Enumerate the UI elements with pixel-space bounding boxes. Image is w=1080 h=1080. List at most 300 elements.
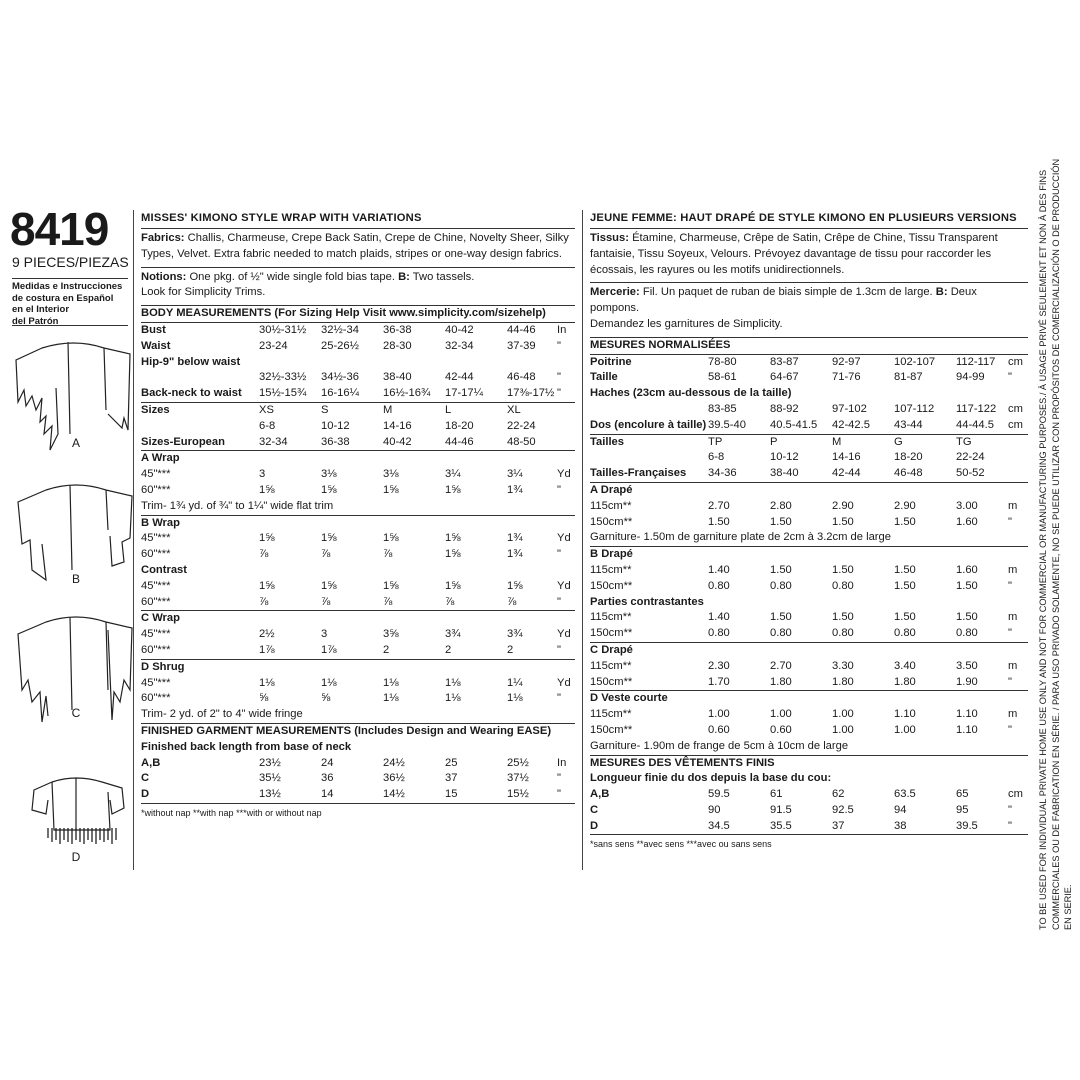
cell: 17-17¼ bbox=[445, 387, 483, 400]
cell: 2.90 bbox=[832, 499, 854, 512]
cell: 1⅛ bbox=[259, 676, 275, 689]
cell: 1.00 bbox=[708, 708, 730, 721]
cell: 42-44 bbox=[832, 467, 861, 480]
cell: 42-42.5 bbox=[832, 418, 870, 431]
table-row bbox=[590, 482, 1028, 498]
cell: 62 bbox=[832, 788, 845, 801]
row-label: Hip-9" below waist bbox=[141, 355, 241, 368]
cell: 1⅝ bbox=[445, 579, 461, 592]
cell: Yd bbox=[557, 532, 571, 545]
cell: 1.60 bbox=[956, 563, 978, 576]
cell: 37 bbox=[445, 772, 458, 785]
cell: " bbox=[1008, 723, 1012, 736]
row-label: Contrast bbox=[141, 563, 187, 576]
cell: 37-39 bbox=[507, 339, 536, 352]
row-label: A,B bbox=[590, 788, 610, 801]
cell: 2½ bbox=[259, 628, 275, 641]
table-row bbox=[141, 740, 575, 756]
cell: 1.50 bbox=[956, 579, 978, 592]
cell: 23½ bbox=[259, 756, 281, 769]
cell: 50-52 bbox=[956, 467, 985, 480]
cell: 1⅝ bbox=[445, 483, 461, 496]
cell: 3⅛ bbox=[383, 468, 399, 481]
spanish-note-line: en el Interior bbox=[12, 304, 70, 315]
row-label: Taille bbox=[590, 371, 618, 384]
table-row bbox=[141, 547, 575, 563]
row-label: Parties contrastantes bbox=[590, 595, 704, 608]
table-row bbox=[590, 642, 1028, 658]
cell: 95 bbox=[956, 803, 969, 816]
row-label: 45"*** bbox=[141, 676, 171, 689]
cell: 40-42 bbox=[445, 322, 507, 338]
row-label: D Veste courte bbox=[590, 691, 1028, 707]
cell: 65 bbox=[956, 788, 969, 801]
cell: 3 bbox=[259, 468, 266, 481]
cell: ⅞ bbox=[445, 595, 455, 608]
cell: 94 bbox=[894, 803, 907, 816]
table-row bbox=[141, 483, 575, 499]
cell: 1.10 bbox=[956, 708, 978, 721]
cell: 1⅝ bbox=[321, 579, 337, 592]
row-label: 115cm** bbox=[590, 563, 632, 576]
cell: 1.10 bbox=[894, 708, 916, 721]
cell: " bbox=[557, 483, 561, 496]
row-label: Sizes bbox=[141, 402, 259, 418]
cell: 1⅛ bbox=[507, 692, 523, 705]
table-row bbox=[141, 386, 575, 402]
cell: " bbox=[1008, 819, 1012, 832]
row-label: 45"*** bbox=[141, 532, 171, 545]
view-label-a: A bbox=[71, 436, 80, 450]
cell: 0.80 bbox=[832, 627, 854, 640]
row-label: 115cm** bbox=[590, 659, 632, 672]
cell: 112-117 bbox=[956, 354, 1008, 370]
row-label: 60"*** bbox=[141, 548, 171, 561]
cell: cm bbox=[1008, 788, 1023, 801]
cell: 0.80 bbox=[708, 627, 730, 640]
cell: 61 bbox=[770, 788, 783, 801]
cell: 59.5 bbox=[708, 788, 730, 801]
pieces-count: 9 PIECES/PIEZAS bbox=[12, 254, 129, 270]
table-row bbox=[141, 659, 575, 675]
table-row bbox=[141, 771, 575, 787]
cell: ⅝ bbox=[259, 692, 269, 705]
column-divider bbox=[582, 210, 583, 870]
cell: Yd bbox=[557, 628, 571, 641]
cell: 24½ bbox=[383, 756, 405, 769]
cell: 3⅛ bbox=[321, 468, 337, 481]
cell: " bbox=[557, 548, 561, 561]
cell: ⅞ bbox=[507, 595, 517, 608]
cell: 44-46 bbox=[507, 322, 557, 338]
trim-note: Garniture- 1.90m de frange de 5cm à 10cm de large bbox=[590, 739, 849, 752]
footnote: *sans sens **avec sens ***avec ou sans sens bbox=[590, 835, 1028, 853]
cell: ⅞ bbox=[321, 595, 331, 608]
notions-text: One pkg. of ½" wide single fold bias tape. bbox=[189, 270, 395, 283]
table-row bbox=[141, 723, 575, 739]
cell: 1⅛ bbox=[445, 692, 461, 705]
cell: 1.70 bbox=[708, 675, 730, 688]
cell: 35.5 bbox=[770, 819, 792, 832]
cell: 37½ bbox=[507, 772, 529, 785]
cell: 81-87 bbox=[894, 371, 923, 384]
cell: 0.80 bbox=[770, 627, 792, 640]
cell: 0.60 bbox=[708, 723, 730, 736]
cell: 58-61 bbox=[708, 371, 737, 384]
table-row bbox=[141, 756, 575, 772]
table-row bbox=[141, 515, 575, 531]
cell: m bbox=[1008, 708, 1018, 721]
cell: 34.5 bbox=[708, 819, 730, 832]
cell: S bbox=[321, 402, 383, 418]
row-label: Haches (23cm au-dessous de la taille) bbox=[590, 387, 792, 400]
finished-heading: FINISHED GARMENT MEASUREMENTS (Includes Design and Wearing EASE) bbox=[141, 723, 575, 739]
spanish-note-line: del Patrón bbox=[12, 315, 59, 327]
cell: 10-12 bbox=[321, 419, 350, 432]
row-label bbox=[141, 419, 259, 435]
cell: 3¼ bbox=[445, 468, 461, 481]
table-row bbox=[590, 819, 1028, 835]
row-label: B Drapé bbox=[590, 547, 1028, 563]
cell bbox=[557, 419, 575, 435]
view-label-d: D bbox=[71, 850, 81, 864]
footnote: *without nap **with nap ***with or without nap bbox=[141, 803, 575, 821]
cell: 13½ bbox=[259, 788, 281, 801]
cell: ⅞ bbox=[259, 548, 269, 561]
cell: 1.00 bbox=[770, 708, 792, 721]
cell: " bbox=[1008, 803, 1012, 816]
table-row bbox=[590, 515, 1028, 531]
cell: TG bbox=[956, 434, 1008, 450]
table-row bbox=[590, 579, 1028, 595]
cell: 2.30 bbox=[708, 659, 730, 672]
table-row bbox=[590, 803, 1028, 819]
table-row bbox=[141, 435, 575, 451]
section-title: JEUNE FEMME: HAUT DRAPÉ DE STYLE KIMONO EN PLUSIEURS VERSIONS bbox=[590, 211, 1028, 229]
cell: 18-20 bbox=[445, 419, 474, 432]
cell: " bbox=[557, 339, 561, 352]
row-label bbox=[141, 370, 259, 386]
cell: 3⅝ bbox=[383, 628, 399, 641]
english-column bbox=[141, 211, 575, 822]
table-row bbox=[590, 499, 1028, 515]
table-row bbox=[590, 723, 1028, 739]
table-row bbox=[590, 386, 1028, 402]
cell: G bbox=[894, 434, 956, 450]
cell: 22-24 bbox=[956, 451, 985, 464]
cell: 90 bbox=[708, 803, 721, 816]
cell: 78-80 bbox=[708, 354, 770, 370]
table-row bbox=[141, 531, 575, 547]
fabrics-block bbox=[141, 229, 575, 268]
cell: 1⅝ bbox=[445, 532, 461, 545]
garment-sketches bbox=[12, 330, 137, 870]
cell: 42-44 bbox=[445, 371, 474, 384]
notions-b-label: B: bbox=[935, 286, 948, 299]
cell: 48-50 bbox=[507, 435, 536, 448]
cell: cm bbox=[1008, 418, 1023, 431]
cell: 28-30 bbox=[383, 339, 412, 352]
cell: 117-122 bbox=[956, 402, 997, 415]
cell: 1.60 bbox=[956, 515, 978, 528]
cell: 1.80 bbox=[832, 675, 854, 688]
cell: " bbox=[1008, 579, 1012, 592]
view-a-sketch bbox=[16, 342, 130, 450]
row-label bbox=[590, 402, 708, 418]
cell: 37 bbox=[832, 819, 845, 832]
table-row bbox=[141, 787, 575, 803]
cell: P bbox=[770, 434, 832, 450]
cell: " bbox=[557, 371, 561, 384]
row-label: A Wrap bbox=[141, 451, 575, 467]
notions-label: Notions: bbox=[141, 270, 187, 283]
cell: ⅞ bbox=[383, 595, 393, 608]
table-row bbox=[590, 402, 1028, 418]
cell: " bbox=[1008, 515, 1012, 528]
cell: 2.70 bbox=[770, 659, 792, 672]
cell: XS bbox=[259, 402, 321, 418]
table-row bbox=[590, 659, 1028, 675]
row-label: 45"*** bbox=[141, 468, 171, 481]
cell: 1.50 bbox=[832, 611, 854, 624]
view-b-sketch bbox=[18, 485, 132, 580]
cell: 1.50 bbox=[770, 563, 792, 576]
cell: 1¾ bbox=[507, 483, 523, 496]
cell: " bbox=[557, 788, 561, 801]
cell: L bbox=[445, 402, 507, 418]
row-label: 150cm** bbox=[590, 627, 633, 640]
row-label: 60"*** bbox=[141, 595, 171, 608]
cell: 3.00 bbox=[956, 499, 978, 512]
cell: 6-8 bbox=[708, 451, 725, 464]
cell: 83-85 bbox=[708, 402, 737, 415]
cell: 1⅝ bbox=[259, 532, 275, 545]
row-label: 150cm** bbox=[590, 579, 633, 592]
cell: 0.60 bbox=[770, 723, 792, 736]
table-row bbox=[590, 771, 1028, 787]
cell: 1.40 bbox=[708, 611, 730, 624]
cell: " bbox=[557, 692, 561, 705]
cell: m bbox=[1008, 499, 1018, 512]
cell: 14-16 bbox=[832, 451, 861, 464]
cell: 15 bbox=[445, 788, 458, 801]
row-label: C bbox=[141, 772, 150, 785]
cell: 1.50 bbox=[894, 611, 916, 624]
cell: 1.50 bbox=[832, 515, 854, 528]
cell: m bbox=[1008, 659, 1018, 672]
fabrics-label: Fabrics: bbox=[141, 232, 185, 244]
cell: 36½ bbox=[383, 772, 405, 785]
cell: 2 bbox=[507, 643, 514, 656]
cell: 1⅝ bbox=[383, 532, 399, 545]
cell: 92.5 bbox=[832, 803, 854, 816]
cell: 92-97 bbox=[832, 354, 894, 370]
table-row bbox=[590, 370, 1028, 386]
notions-block bbox=[141, 268, 575, 307]
notions-trim: Demandez les garnitures de Simplicity. bbox=[590, 317, 783, 330]
cell: 0.80 bbox=[956, 627, 978, 640]
table-row bbox=[590, 466, 1028, 482]
cell: 18-20 bbox=[894, 451, 923, 464]
row-label: Dos (encolure à taille) bbox=[590, 418, 707, 431]
cell: 36 bbox=[321, 772, 334, 785]
table-row bbox=[590, 547, 1028, 563]
cell: m bbox=[1008, 611, 1018, 624]
cell: 91.5 bbox=[770, 803, 792, 816]
table-row bbox=[141, 803, 575, 821]
cell: " bbox=[1008, 627, 1012, 640]
row-label: D Shrug bbox=[141, 659, 575, 675]
cell: 88-92 bbox=[770, 402, 799, 415]
cell: 16½-16¾ bbox=[383, 387, 431, 400]
row-label: Tailles-Françaises bbox=[590, 467, 687, 480]
cell: 102-107 bbox=[894, 354, 956, 370]
cell: 1.00 bbox=[832, 708, 854, 721]
cell: 40.5-41.5 bbox=[770, 418, 818, 431]
cell: 32½-33½ bbox=[259, 371, 307, 384]
cell: 94-99 bbox=[956, 371, 985, 384]
table-row bbox=[141, 467, 575, 483]
cell bbox=[1008, 434, 1028, 450]
cell: Yd bbox=[557, 676, 571, 689]
cell: ⅞ bbox=[321, 548, 331, 561]
cell: 16-16¼ bbox=[321, 387, 359, 400]
cell: 1.00 bbox=[894, 723, 916, 736]
row-label: 150cm** bbox=[590, 515, 633, 528]
fabrics-text: Challis, Charmeuse, Crepe Back Satin, Crepe de Chine, Novelty Sheer, Silky Types, Velvet. Extra fabric needed to match plaids, stripes or one-way design fabrics. bbox=[141, 232, 569, 260]
table-row bbox=[590, 450, 1028, 466]
cell: ⅞ bbox=[383, 548, 393, 561]
cell: 1¼ bbox=[507, 676, 523, 689]
cell: ⅝ bbox=[321, 692, 331, 705]
measurements-table bbox=[590, 354, 1028, 854]
table-row bbox=[590, 563, 1028, 579]
fabrics-block bbox=[590, 229, 1028, 283]
table-row bbox=[590, 707, 1028, 723]
notions-label: Mercerie: bbox=[590, 286, 640, 299]
cell: " bbox=[557, 387, 561, 400]
cell: 22-24 bbox=[507, 419, 536, 432]
cell: 3.50 bbox=[956, 659, 978, 672]
fabrics-label: Tissus: bbox=[590, 232, 629, 244]
cell: 1.50 bbox=[708, 515, 730, 528]
table-row bbox=[141, 676, 575, 692]
cell: 0.80 bbox=[832, 579, 854, 592]
cell: 1.90 bbox=[956, 675, 978, 688]
cell: 1.50 bbox=[894, 563, 916, 576]
cell: 1⅛ bbox=[445, 676, 461, 689]
cell: 39.5 bbox=[956, 819, 978, 832]
row-label: Bust bbox=[141, 322, 259, 338]
cell: 1⅝ bbox=[507, 579, 523, 592]
notions-text: Fil. Un paquet de ruban de biais simple de 1.3cm de large. bbox=[642, 286, 933, 299]
cell bbox=[557, 435, 575, 451]
table-row bbox=[590, 691, 1028, 707]
view-label-c: C bbox=[71, 706, 81, 720]
cell: 1⅛ bbox=[321, 676, 337, 689]
cell: m bbox=[1008, 563, 1018, 576]
cell: 1¾ bbox=[507, 548, 523, 561]
notions-b-label: B: bbox=[398, 270, 410, 283]
cell: " bbox=[1008, 675, 1012, 688]
table-row bbox=[141, 451, 575, 467]
cell: 1⅝ bbox=[321, 532, 337, 545]
cell: 44-46 bbox=[445, 435, 474, 448]
table-row bbox=[141, 611, 575, 627]
cell bbox=[1008, 450, 1028, 466]
cell: 1⅝ bbox=[259, 579, 275, 592]
cell: cm bbox=[1008, 402, 1023, 415]
table-row bbox=[590, 595, 1028, 611]
cell: 14-16 bbox=[383, 419, 412, 432]
section-title: MISSES' KIMONO STYLE WRAP WITH VARIATIONS bbox=[141, 211, 575, 229]
cell: TP bbox=[708, 434, 770, 450]
notions-trim: Look for Simplicity Trims. bbox=[141, 286, 266, 299]
cell: 10-12 bbox=[770, 451, 799, 464]
cell: 38-40 bbox=[383, 371, 412, 384]
cell: 1.50 bbox=[770, 611, 792, 624]
cell: 6-8 bbox=[259, 419, 276, 432]
column-divider bbox=[133, 210, 134, 870]
notions-b-text: Two tassels. bbox=[412, 270, 475, 283]
cell: In bbox=[557, 322, 575, 338]
cell: 14½ bbox=[383, 788, 405, 801]
cell: 2.70 bbox=[708, 499, 730, 512]
cell: 1.10 bbox=[956, 723, 978, 736]
cell: 3¾ bbox=[445, 628, 461, 641]
cell: 1⅛ bbox=[383, 692, 399, 705]
cell: 46-48 bbox=[507, 371, 536, 384]
cell: 3¼ bbox=[507, 468, 523, 481]
cell: 36-38 bbox=[321, 435, 350, 448]
cell: " bbox=[557, 772, 561, 785]
table-row bbox=[141, 322, 575, 338]
row-label: C Wrap bbox=[141, 611, 575, 627]
table-row bbox=[141, 579, 575, 595]
row-label: C bbox=[590, 803, 599, 816]
cell: 97-102 bbox=[832, 402, 867, 415]
cell: 1.50 bbox=[832, 563, 854, 576]
cell: 1.50 bbox=[770, 515, 792, 528]
notions-block bbox=[590, 283, 1028, 337]
cell: 0.80 bbox=[894, 627, 916, 640]
table-row bbox=[141, 563, 575, 579]
cell: 34½-36 bbox=[321, 371, 359, 384]
table-row bbox=[590, 626, 1028, 642]
row-label: Sizes-European bbox=[141, 435, 225, 448]
cell: XL bbox=[507, 402, 557, 418]
cell: 0.80 bbox=[770, 579, 792, 592]
body-measurements-heading: BODY MEASUREMENTS (For Sizing Help Visit www.simplicity.com/sizehelp) bbox=[141, 307, 546, 320]
cell bbox=[1008, 466, 1028, 482]
cell: 1⅝ bbox=[383, 483, 399, 496]
row-label: 60"*** bbox=[141, 692, 171, 705]
cell: 15½-15¾ bbox=[259, 387, 307, 400]
table-row bbox=[590, 354, 1028, 370]
cell: 2 bbox=[445, 643, 452, 656]
spanish-note-line: Medidas e Instrucciones bbox=[12, 281, 123, 292]
row-label: A,B bbox=[141, 756, 161, 769]
cell: 1⅛ bbox=[383, 676, 399, 689]
cell: 15½ bbox=[507, 788, 529, 801]
cell: 24 bbox=[321, 756, 334, 769]
spanish-note-line: de costura en Español bbox=[12, 292, 114, 304]
cell: 107-112 bbox=[894, 402, 935, 415]
french-column bbox=[590, 211, 1028, 853]
cell: 1.40 bbox=[708, 563, 730, 576]
cell: 3¾ bbox=[507, 628, 523, 641]
table-row bbox=[141, 339, 575, 355]
